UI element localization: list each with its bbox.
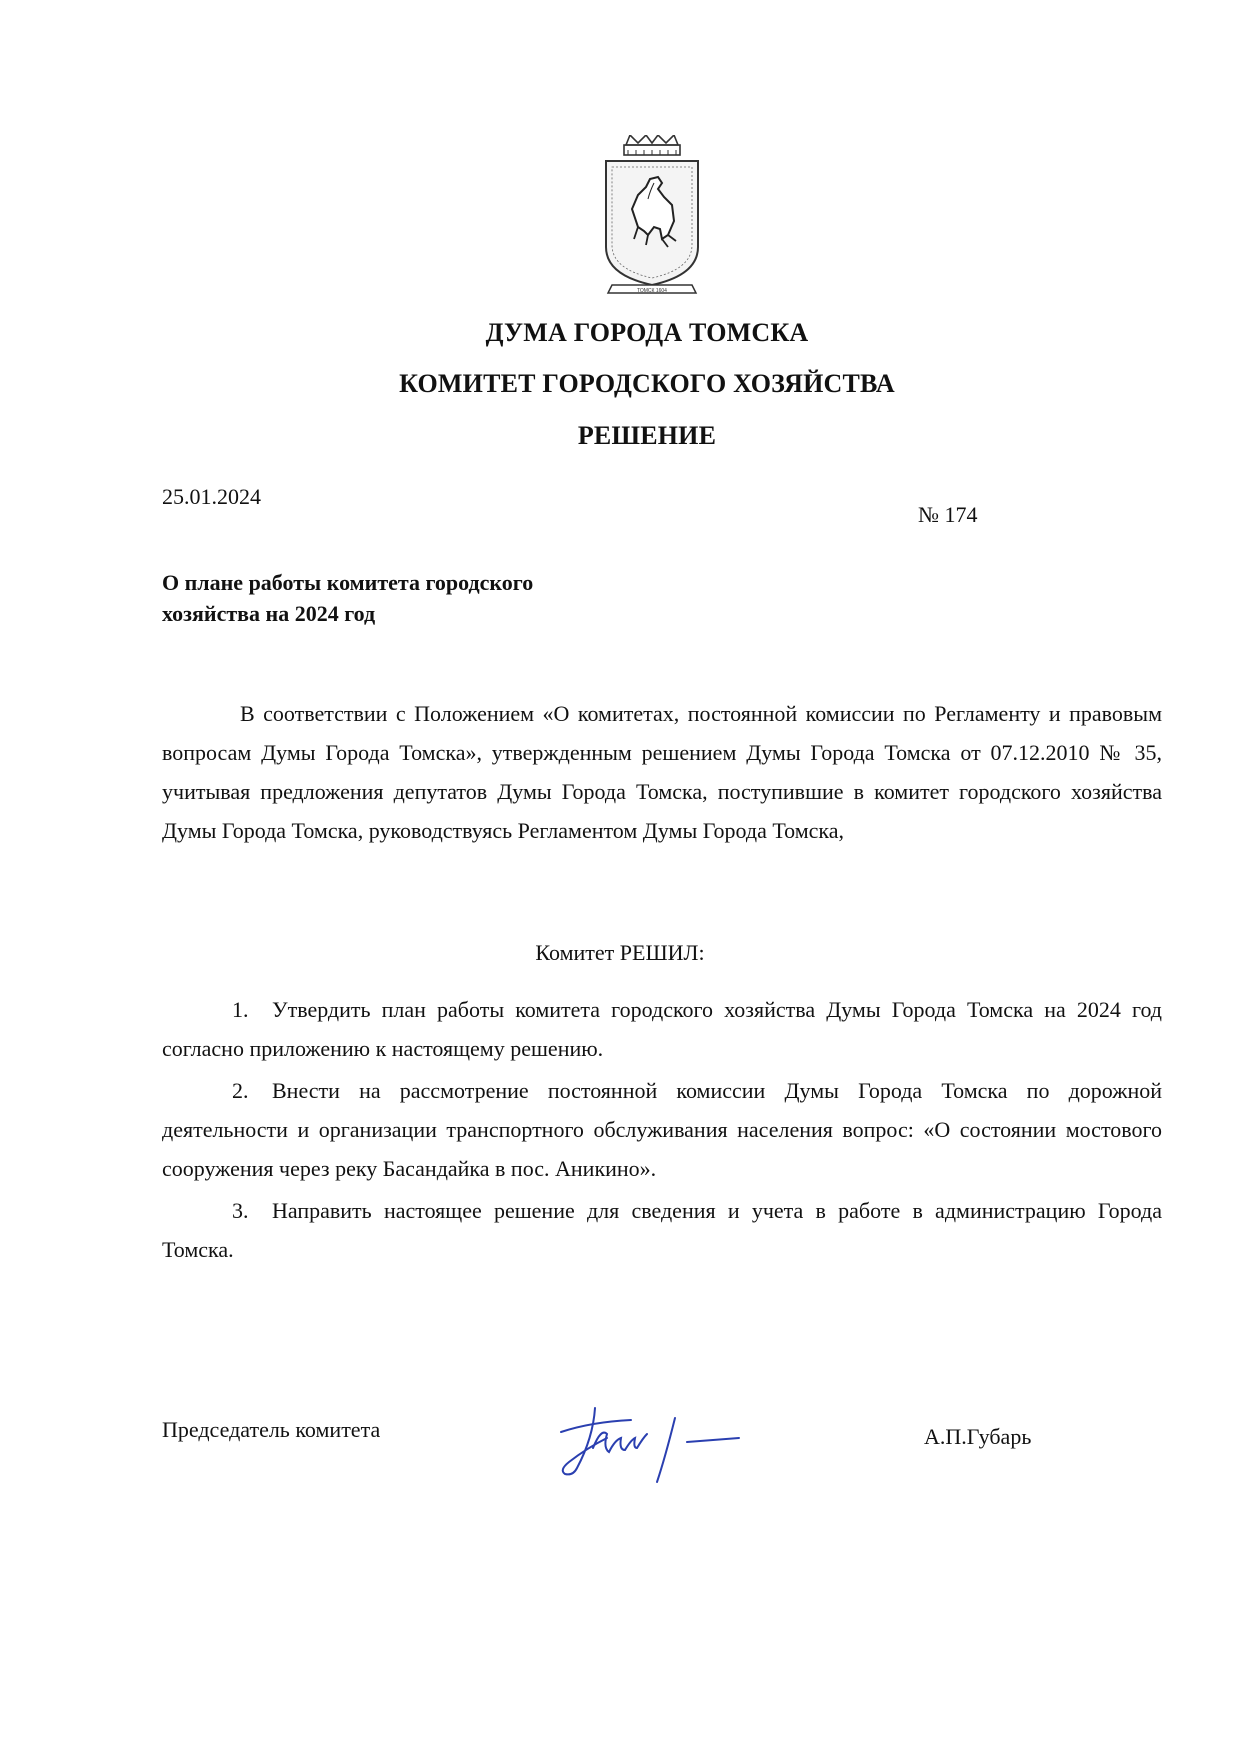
decision-items — [162, 990, 1162, 1269]
item-text: Утвердить план работы комитета городского хозяйства Думы Города Томска на 2024 год согласно приложению к настоящему решению. — [162, 997, 1162, 1061]
document-number: № 174 — [918, 502, 978, 527]
coat-of-arms-icon — [598, 135, 706, 305]
signatory-name: А.П.Губарь — [924, 1424, 1032, 1449]
document-date: 25.01.2024 — [162, 484, 261, 509]
preamble-paragraph: В соответствии с Положением «О комитетах, постоянной комиссии по Регламенту и правовым вопросам Думы Города Томска», утвержденным решением Думы Города Томска от 07.12.2010 № 35, учитывая предложения депутатов Думы Города Томска, поступившие в комитет городского хозяйства Думы Города Томска, руководствуясь Регламентом Думы Города Томска, — [162, 701, 1162, 843]
decision-item — [162, 1071, 1162, 1188]
committee-title: КОМИТЕТ ГОРОДСКОГО ХОЗЯЙСТВА — [399, 369, 895, 398]
item-number: 3. — [232, 1198, 249, 1223]
decision-heading: Комитет РЕШИЛ: — [535, 940, 705, 965]
item-number: 1. — [232, 997, 249, 1022]
subject-line: О плане работы комитета городского — [162, 570, 534, 595]
decision-item — [162, 1191, 1162, 1269]
item-text: Внести на рассмотрение постоянной комиссии Думы Города Томска по дорожной деятельности и организации транспортного обслуживания населения вопрос: «О состоянии мостового сооружения через реку Басандайка в пос. Аникино». — [162, 1078, 1162, 1181]
decision-item — [162, 990, 1162, 1068]
handwritten-signature-icon — [535, 1378, 765, 1488]
signatory-title: Председатель комитета — [162, 1417, 381, 1442]
document-subject — [162, 567, 533, 629]
document-type-title: РЕШЕНИЕ — [577, 421, 717, 450]
emblem-ribbon-text: ТОМСК 1604 — [637, 288, 667, 294]
subject-line: хозяйства на 2024 год — [162, 601, 376, 626]
organization-title: ДУМА ГОРОДА ТОМСКА — [485, 318, 809, 347]
item-number: 2. — [232, 1078, 249, 1103]
item-text: Направить настоящее решение для сведения и учета в работе в администрацию Города Томска. — [162, 1198, 1162, 1262]
